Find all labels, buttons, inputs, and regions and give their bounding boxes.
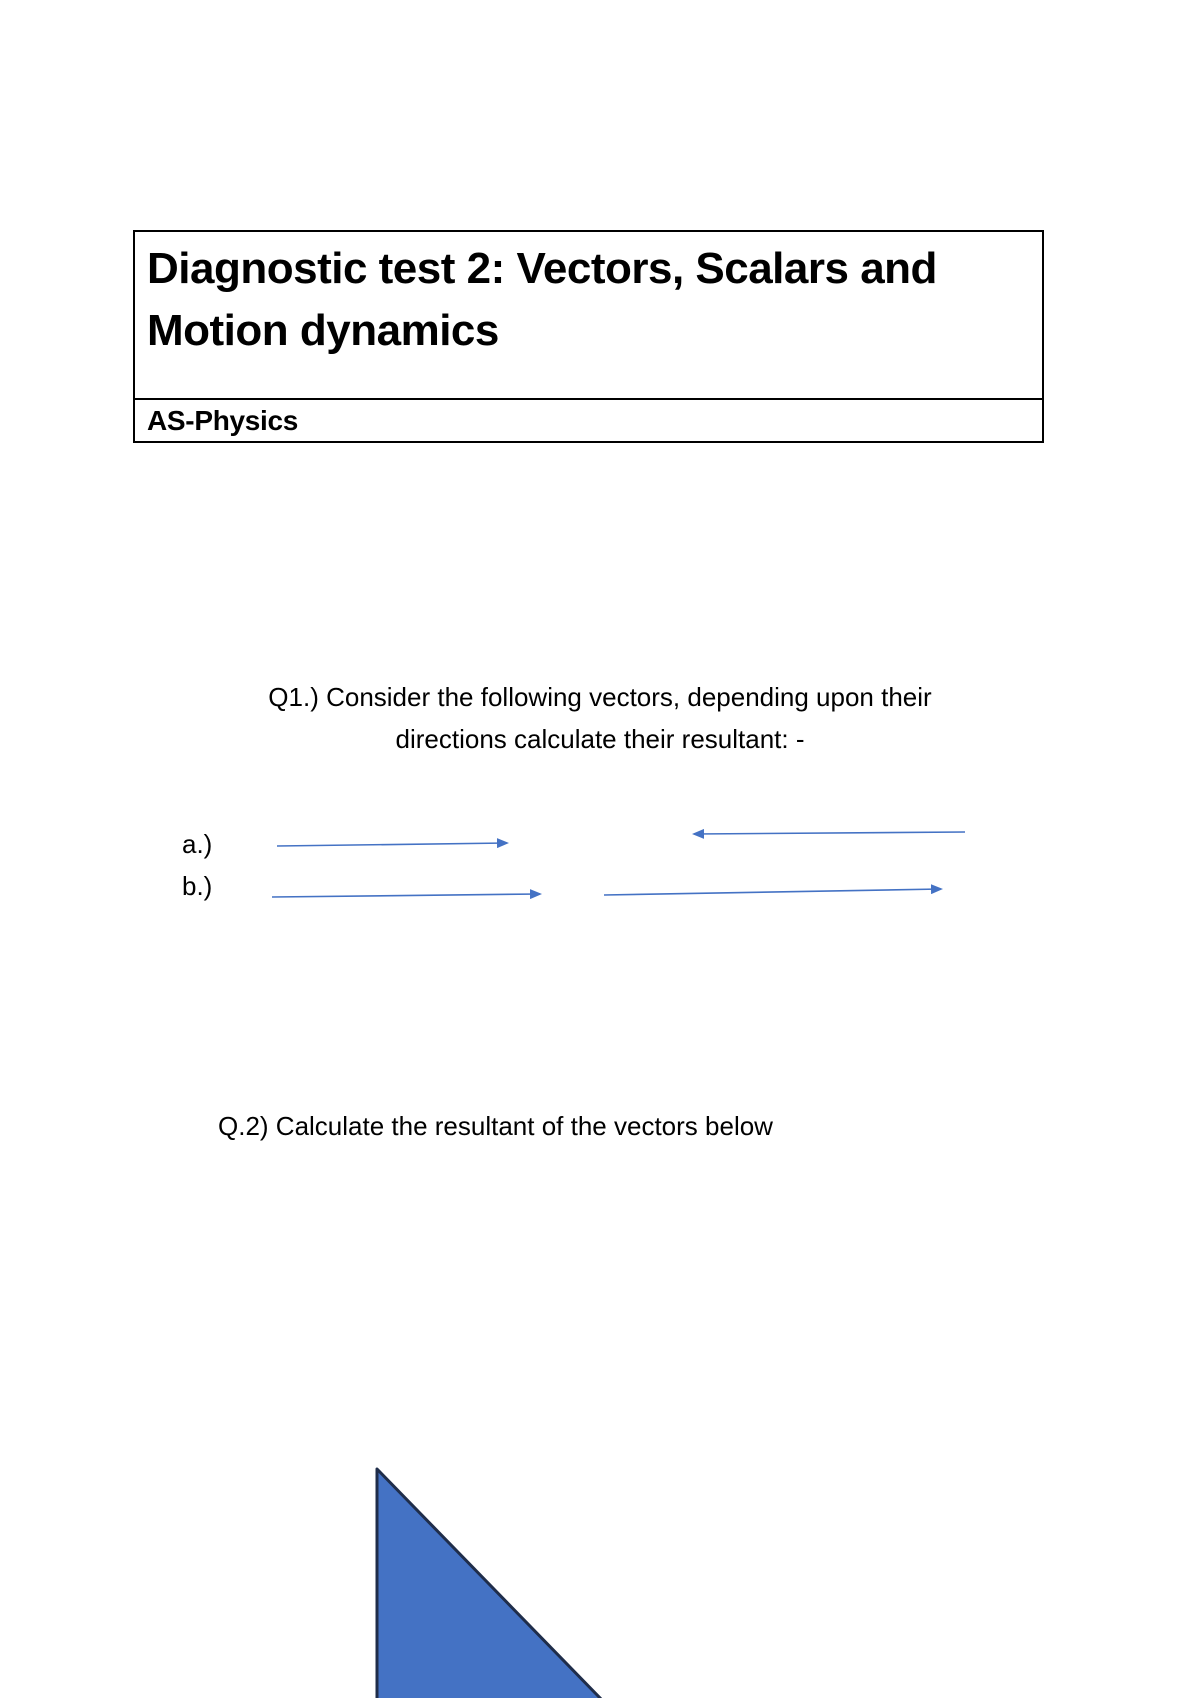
- vector-a2-arrow: [694, 832, 965, 834]
- title-cell: [135, 232, 1042, 400]
- document-subtitle: AS-Physics: [147, 405, 299, 436]
- vector-b2-arrow: [604, 889, 941, 895]
- question-1-line-1: Q1.) Consider the following vectors, depending upon their: [268, 682, 932, 712]
- document-title: Diagnostic test 2: Vectors, Scalars and Motion dynamics: [147, 244, 937, 355]
- vector-triangle-shape: [377, 1469, 602, 1698]
- question-2-text: Q.2) Calculate the resultant of the vectors below: [218, 1111, 773, 1141]
- vector-a1-arrow: [277, 843, 507, 846]
- question-1-line-2: directions calculate their resultant: -: [395, 724, 805, 754]
- question-1-text: [150, 676, 1050, 760]
- title-table: [133, 230, 1044, 443]
- subtitle-cell: [135, 400, 1042, 441]
- vector-b1-arrow: [272, 894, 540, 897]
- question-1-part-a-label: a.): [182, 829, 213, 859]
- question-1-part-b-label: b.): [182, 871, 213, 901]
